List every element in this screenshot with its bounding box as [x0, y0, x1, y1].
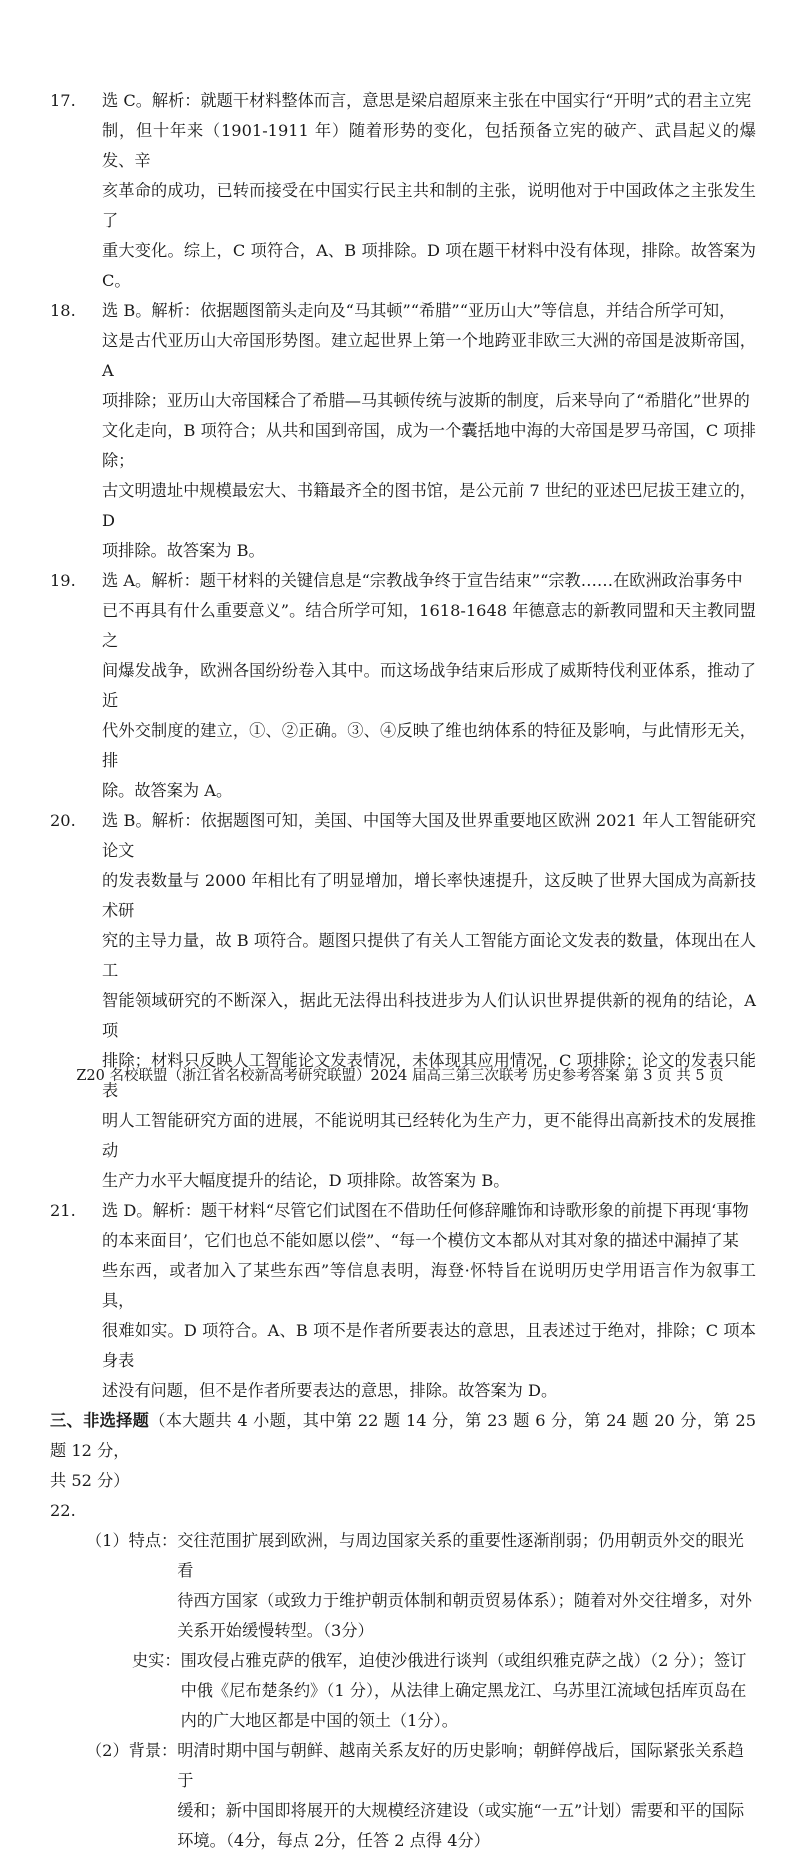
- question-answer-text: [102, 806, 756, 1196]
- q22-part-1-facts: [50, 1646, 756, 1736]
- question-18: [50, 296, 756, 566]
- question-number: 20.: [50, 811, 76, 830]
- text-line: 些东西，或者加入了某些东西”等信息表明，海登·怀特旨在说明历史学用语言作为叙事工具，: [102, 1261, 756, 1310]
- part-text: [177, 1526, 756, 1646]
- text-line: 明人工智能研究方面的进展，不能说明其已经转化为生产力，更不能得出高新技术的发展推动: [102, 1111, 756, 1160]
- text-line: 内的广大地区都是中国的领土（1分）。: [180, 1711, 458, 1730]
- text-line: 排除；材料只反映人工智能论文发表情况，未体现其应用情况，C 项排除；论文的发表只能表: [102, 1051, 756, 1100]
- text-line: 代外交制度的建立，①、②正确。③、④反映了维也纳体系的特征及影响，与此情形无关，排: [102, 721, 756, 770]
- text-line: 明清时期中国与朝鲜、越南关系友好的历史影响；朝鲜停战后，国际紧张关系趋于: [177, 1741, 744, 1790]
- q22-part-2-background: [50, 1736, 756, 1856]
- question-22: [50, 1496, 756, 1856]
- text-line: 交往范围扩展到欧洲，与周边国家关系的重要性逐渐削弱；仍用朝贡外交的眼光看: [177, 1531, 744, 1580]
- section-description-cont: 共 52 分）: [50, 1471, 130, 1490]
- text-line: 项排除。故答案为 B。: [102, 541, 265, 560]
- text-line: 选 A。解析：题干材料的关键信息是“宗教战争终于宣告结束”“宗教……在欧洲政治事务中: [102, 571, 743, 590]
- text-line: 的发表数量与 2000 年相比有了明显增加，增长率快速提升，这反映了世界大国成为高新技术研: [102, 871, 756, 920]
- text-line: 选 C。解析：就题干材料整体而言，意思是梁启超原来主张在中国实行“开明”式的君主立宪: [102, 91, 752, 110]
- text-line: 选 B。解析：依据题图箭头走向及“马其顿”“希腊”“亚历山大”等信息，并结合所学可知，: [102, 301, 736, 320]
- question-number: 21.: [50, 1201, 76, 1220]
- text-line: 文化走向，B 项符合；从共和国到帝国，成为一个囊括地中海的大帝国是罗马帝国，C 项排除；: [102, 421, 756, 470]
- text-line: 中俄《尼布楚条约》（1 分），从法律上确定黑龙江、乌苏里江流域包括库页岛在: [180, 1681, 747, 1700]
- text-line: 制，但十年来（1901-1911 年）随着形势的变化，包括预备立宪的破产、武昌起义的爆发、辛: [102, 121, 756, 170]
- part-label: 史实：: [132, 1651, 181, 1670]
- question-number: 17.: [50, 91, 76, 110]
- text-line: 这是古代亚历山大帝国形势图。建立起世界上第一个地跨亚非欧三大洲的帝国是波斯帝国，A: [102, 331, 756, 380]
- text-line: 关系开始缓慢转型。（3分）: [177, 1621, 374, 1640]
- part-text: [181, 1646, 756, 1736]
- page-footer: Z20 名校联盟（浙江省名校新高考研究联盟）2024 届高三第三次联考 历史参考答案 第 3 页 共 5 页: [76, 1068, 724, 1084]
- text-line: 亥革命的成功，已转而接受在中国实行民主共和制的主张，说明他对于中国政体之主张发生了: [102, 181, 756, 230]
- section-title: 三、非选择题: [50, 1411, 150, 1430]
- text-line: 待西方国家（或致力于维护朝贡体制和朝贡贸易体系）；随着对外交往增多，对外: [177, 1591, 752, 1610]
- text-line: 选 D。解析：题干材料“尽管它们试图在不借助任何修辞雕饰和诗歌形象的前提下再现‘事物: [102, 1201, 749, 1220]
- text-line: 间爆发战争，欧洲各国纷纷卷入其中。而这场战争结束后形成了威斯特伐利亚体系，推动了近: [102, 661, 756, 710]
- section-description: （本大题共 4 小题，其中第 22 题 14 分，第 23 题 6 分，第 24 题 20 分，第 25 题 12 分，: [50, 1411, 756, 1460]
- question-number: 22.: [50, 1501, 76, 1520]
- section-heading-non-choice: [50, 1406, 756, 1496]
- text-line: 究的主导力量，故 B 项符合。题图只提供了有关人工智能方面论文发表的数量，体现出在人工: [102, 931, 756, 980]
- question-20: [50, 806, 756, 1196]
- text-line: 的本来面目’，它们也总不能如愿以偿”、“每一个模仿文本都从对其对象的描述中漏掉了某: [102, 1231, 739, 1250]
- question-number: 18.: [50, 301, 76, 320]
- part-label: （2）背景：: [86, 1741, 178, 1760]
- question-answer-text: [102, 1196, 756, 1406]
- part-text: [177, 1736, 756, 1856]
- text-line: 环境。（4分，每点 2分，任答 2 点得 4分）: [177, 1831, 490, 1850]
- text-line: 选 B。解析：依据题图可知，美国、中国等大国及世界重要地区欧洲 2021 年人工智能研究论文: [102, 811, 756, 860]
- text-line: 生产力水平大幅度提升的结论，D 项排除。故答案为 B。: [102, 1171, 510, 1190]
- text-line: 项排除；亚历山大帝国糅合了希腊—马其顿传统与波斯的制度，后来导向了“希腊化”世界的: [102, 391, 750, 410]
- text-line: 围攻侵占雅克萨的俄军，迫使沙俄进行谈判（或组织雅克萨之战）（2 分）；签订: [180, 1651, 747, 1670]
- text-line: 重大变化。综上，C 项符合，A、B 项排除。D 项在题干材料中没有体现，排除。故答案为 C。: [102, 241, 756, 290]
- text-line: 已不再具有什么重要意义”。结合所学可知，1618-1648 年德意志的新教同盟和天主教同盟之: [102, 601, 756, 650]
- question-21: [50, 1196, 756, 1406]
- text-line: 智能领域研究的不断深入，据此无法得出科技进步为人们认识世界提供新的视角的结论，A 项: [102, 991, 756, 1040]
- question-answer-text: [102, 566, 756, 806]
- question-number: 19.: [50, 571, 76, 590]
- question-answer-text: [102, 86, 756, 296]
- text-line: 除。故答案为 A。: [102, 781, 233, 800]
- q22-part-1-features: [50, 1526, 756, 1646]
- text-line: 述没有问题，但不是作者所要表达的意思，排除。故答案为 D。: [102, 1381, 558, 1400]
- text-line: 很难如实。D 项符合。A、B 项不是作者所要表达的意思，且表述过于绝对，排除；C 项本身表: [102, 1321, 756, 1370]
- question-answer-text: [102, 296, 756, 566]
- text-line: 古文明遗址中规模最宏大、书籍最齐全的图书馆，是公元前 7 世纪的亚述巴尼拔王建立的，D: [102, 481, 756, 530]
- question-17: [50, 86, 756, 296]
- question-19: [50, 566, 756, 806]
- part-label: （1）特点：: [86, 1531, 178, 1550]
- text-line: 缓和；新中国即将展开的大规模经济建设（或实施“一五”计划）需要和平的国际: [177, 1801, 745, 1820]
